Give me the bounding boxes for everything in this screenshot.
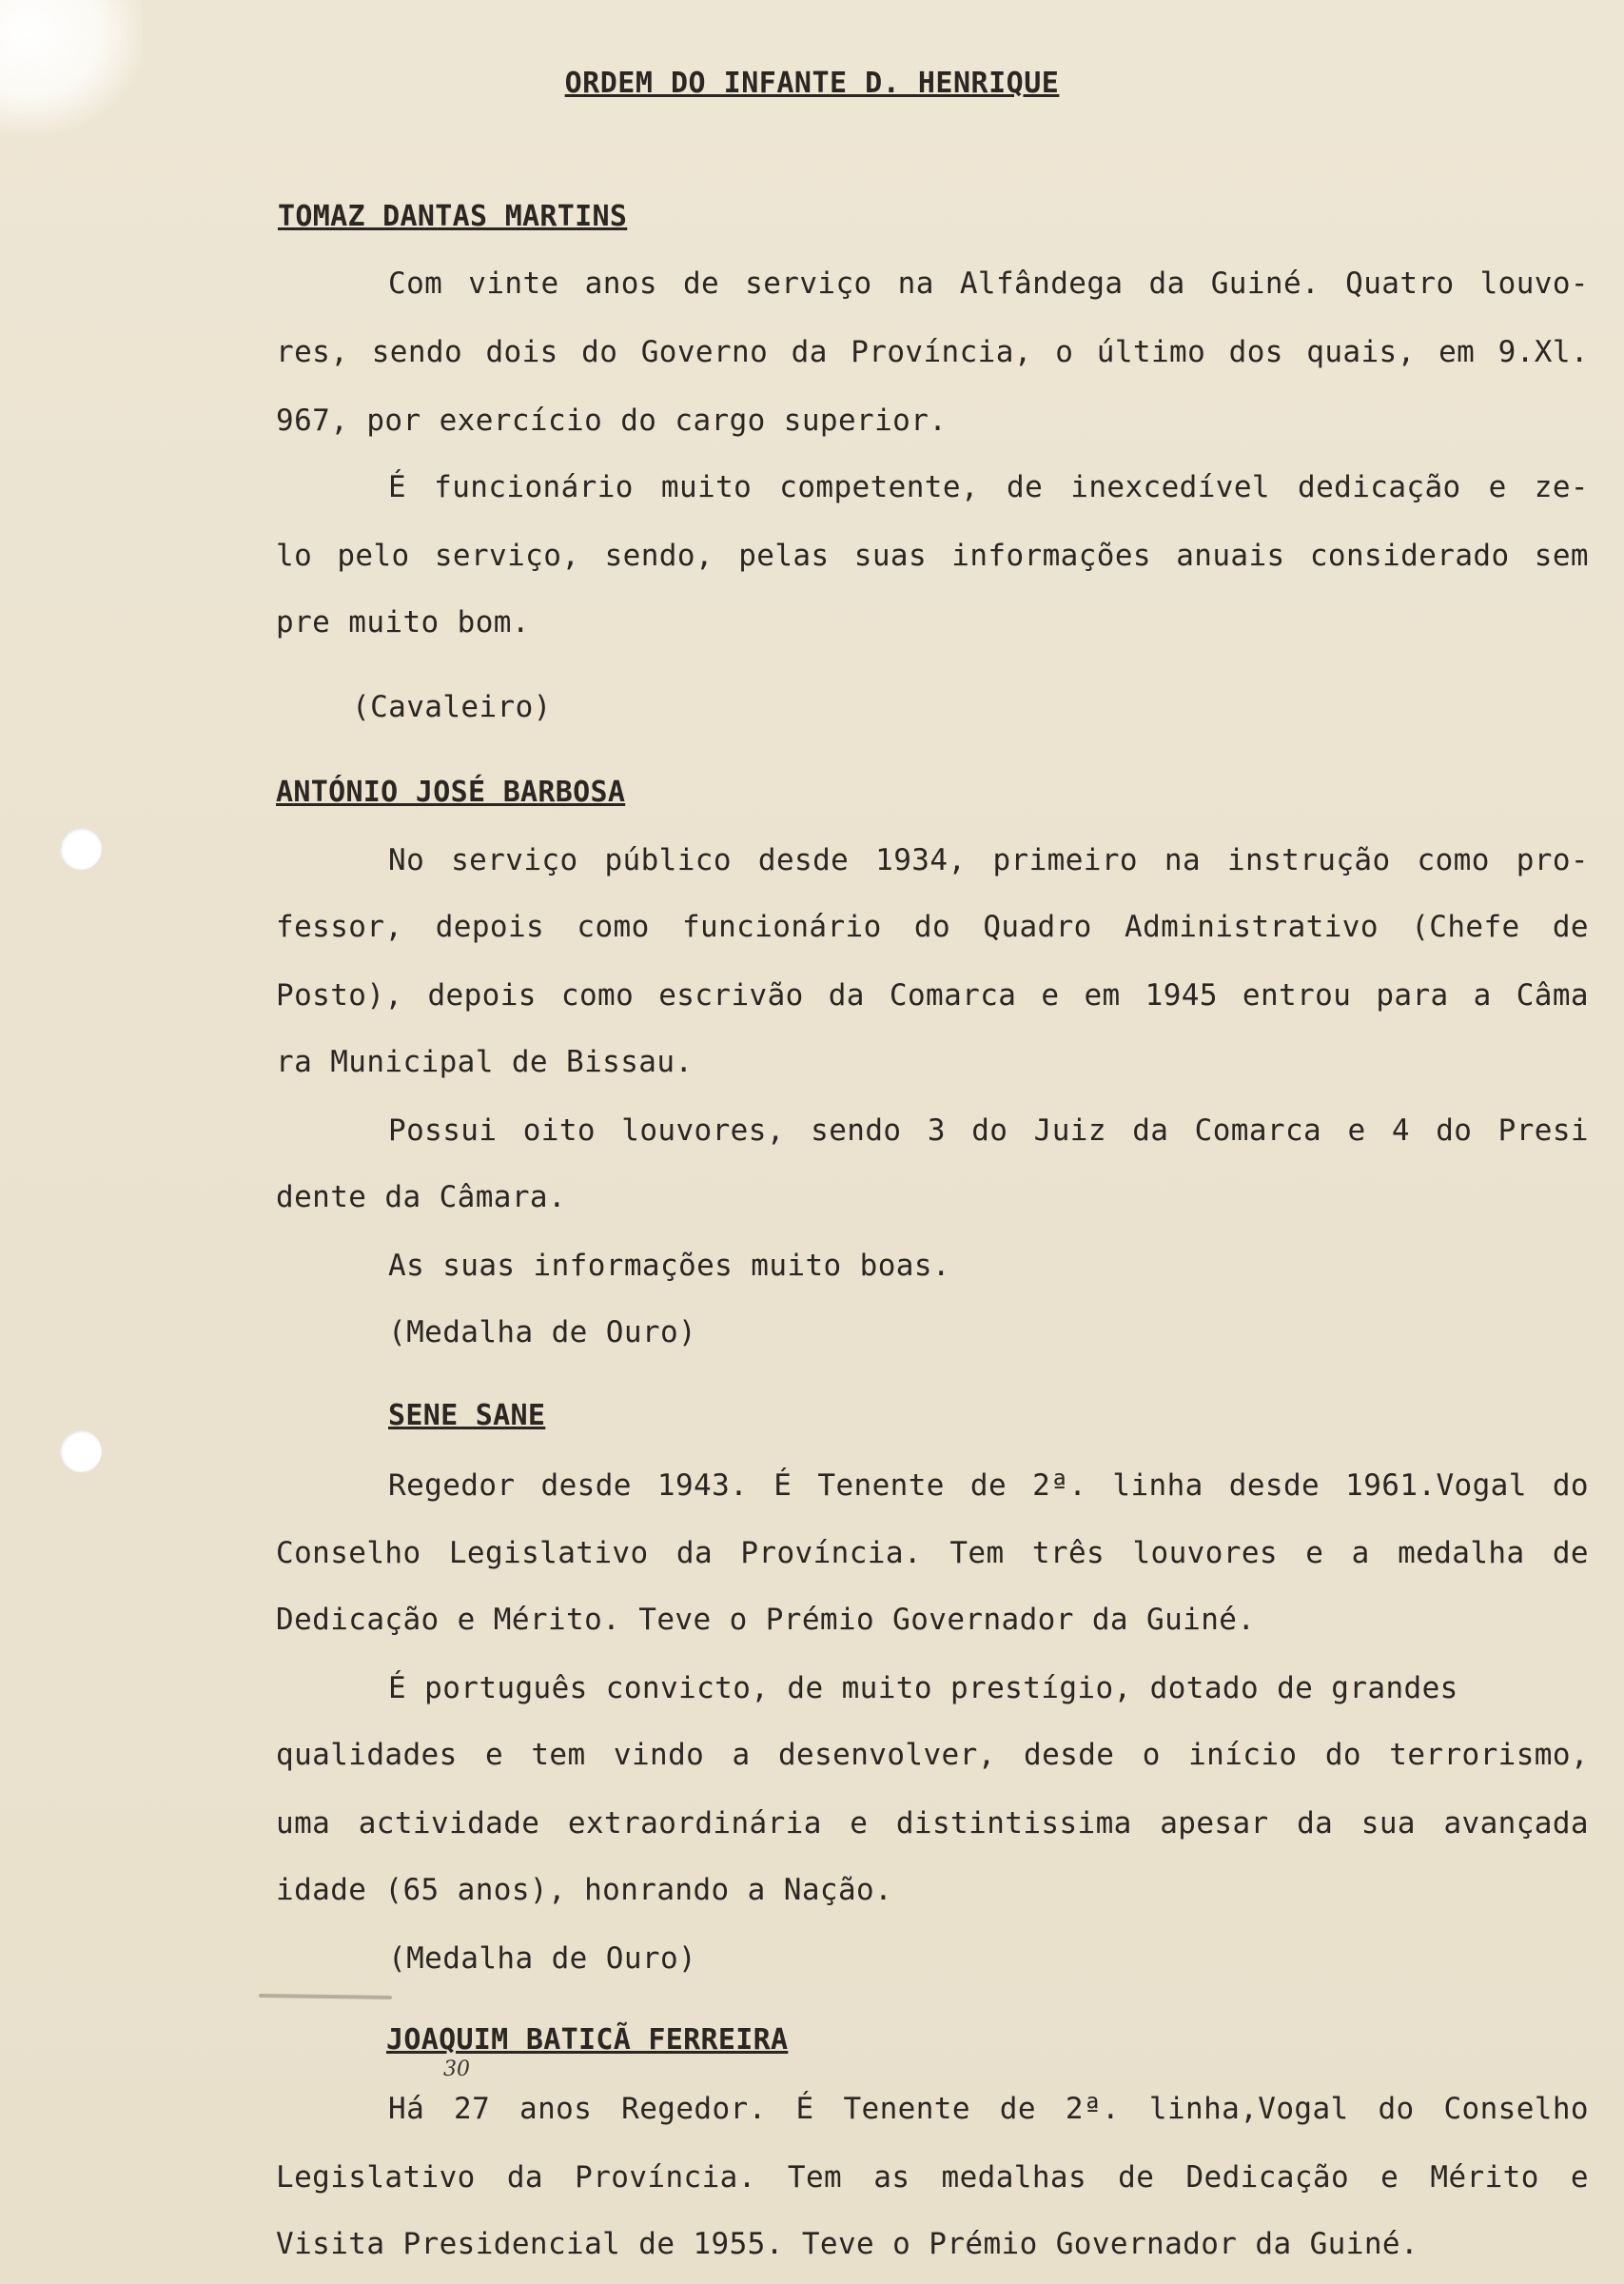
text-line: Com vinte anos de serviço na Alfândega da Guiné. Quatro louvo- xyxy=(388,266,1589,301)
handwritten-annotation: 30 xyxy=(443,2058,470,2081)
text-line: Possui oito louvores, sendo 3 do Juiz da Comarca e 4 do Presi xyxy=(388,1113,1589,1148)
section-heading-joaquim: JOAQUIM BATICÃ FERREIRA xyxy=(386,2023,789,2057)
text-line: dente da Câmara. xyxy=(276,1180,567,1214)
text-line: Dedicação e Mérito. Teve o Prémio Governador da Guiné. xyxy=(276,1603,1256,1637)
text-line: Legislativo da Província. Tem as medalhas de Dedicação e Mérito e xyxy=(276,2160,1589,2195)
text-line: lo pelo serviço, sendo, pelas suas informações anuais considerado sem xyxy=(276,539,1589,573)
text-line: fessor, depois como funcionário do Quadro Administrativo (Chefe de xyxy=(276,910,1589,944)
section-heading-antonio: ANTÓNIO JOSÉ BARBOSA xyxy=(276,776,626,809)
text-line: res, sendo dois do Governo da Província, o último dos quais, em 9.Xl. xyxy=(276,335,1589,369)
text-line: Conselho Legislativo da Província. Tem três louvores e a medalha de xyxy=(276,1536,1589,1570)
text-line: As suas informações muito boas. xyxy=(388,1249,950,1283)
text-line: idade (65 anos), honrando a Nação. xyxy=(276,1873,893,1907)
punch-hole-top xyxy=(60,828,102,870)
text-line: qualidades e tem vindo a desenvolver, desde o início do terrorismo, xyxy=(276,1738,1589,1772)
award-label: (Cavaleiro) xyxy=(352,690,552,724)
punch-hole-bottom xyxy=(60,1430,102,1472)
text-line: É português convicto, de muito prestígio, dotado de grandes xyxy=(388,1671,1458,1705)
text-line: Posto), depois como escrivão da Comarca e em 1945 entrou para a Câma xyxy=(276,978,1589,1013)
text-line: 967, por exercício do cargo superior. xyxy=(276,404,948,438)
document-title: ORDEM DO INFANTE D. HENRIQUE xyxy=(564,67,1060,100)
text-line: Há 27 anos Regedor. É Tenente de 2ª. linha,Vogal do Conselho xyxy=(388,2092,1589,2126)
award-label: (Medalha de Ouro) xyxy=(388,1315,697,1349)
text-line: Visita Presidencial de 1955. Teve o Prémio Governador da Guiné. xyxy=(276,2227,1419,2261)
award-label: (Medalha de Ouro) xyxy=(388,1941,697,1976)
text-line: No serviço público desde 1934, primeiro na instrução como pro- xyxy=(388,843,1589,877)
text-line: Regedor desde 1943. É Tenente de 2ª. linha desde 1961.Vogal do xyxy=(388,1468,1589,1503)
text-line: ra Municipal de Bissau. xyxy=(276,1045,694,1079)
text-line: É funcionário muito competente, de inexcedível dedicação e ze- xyxy=(388,470,1589,504)
section-heading-tomaz: TOMAZ DANTAS MARTINS xyxy=(278,200,628,233)
section-heading-sene: SENE SANE xyxy=(388,1399,546,1432)
text-line: pre muito bom. xyxy=(276,605,530,640)
text-line: uma actividade extraordinária e distintissima apesar da sua avançada xyxy=(276,1806,1589,1841)
pencil-mark xyxy=(259,1994,392,1999)
